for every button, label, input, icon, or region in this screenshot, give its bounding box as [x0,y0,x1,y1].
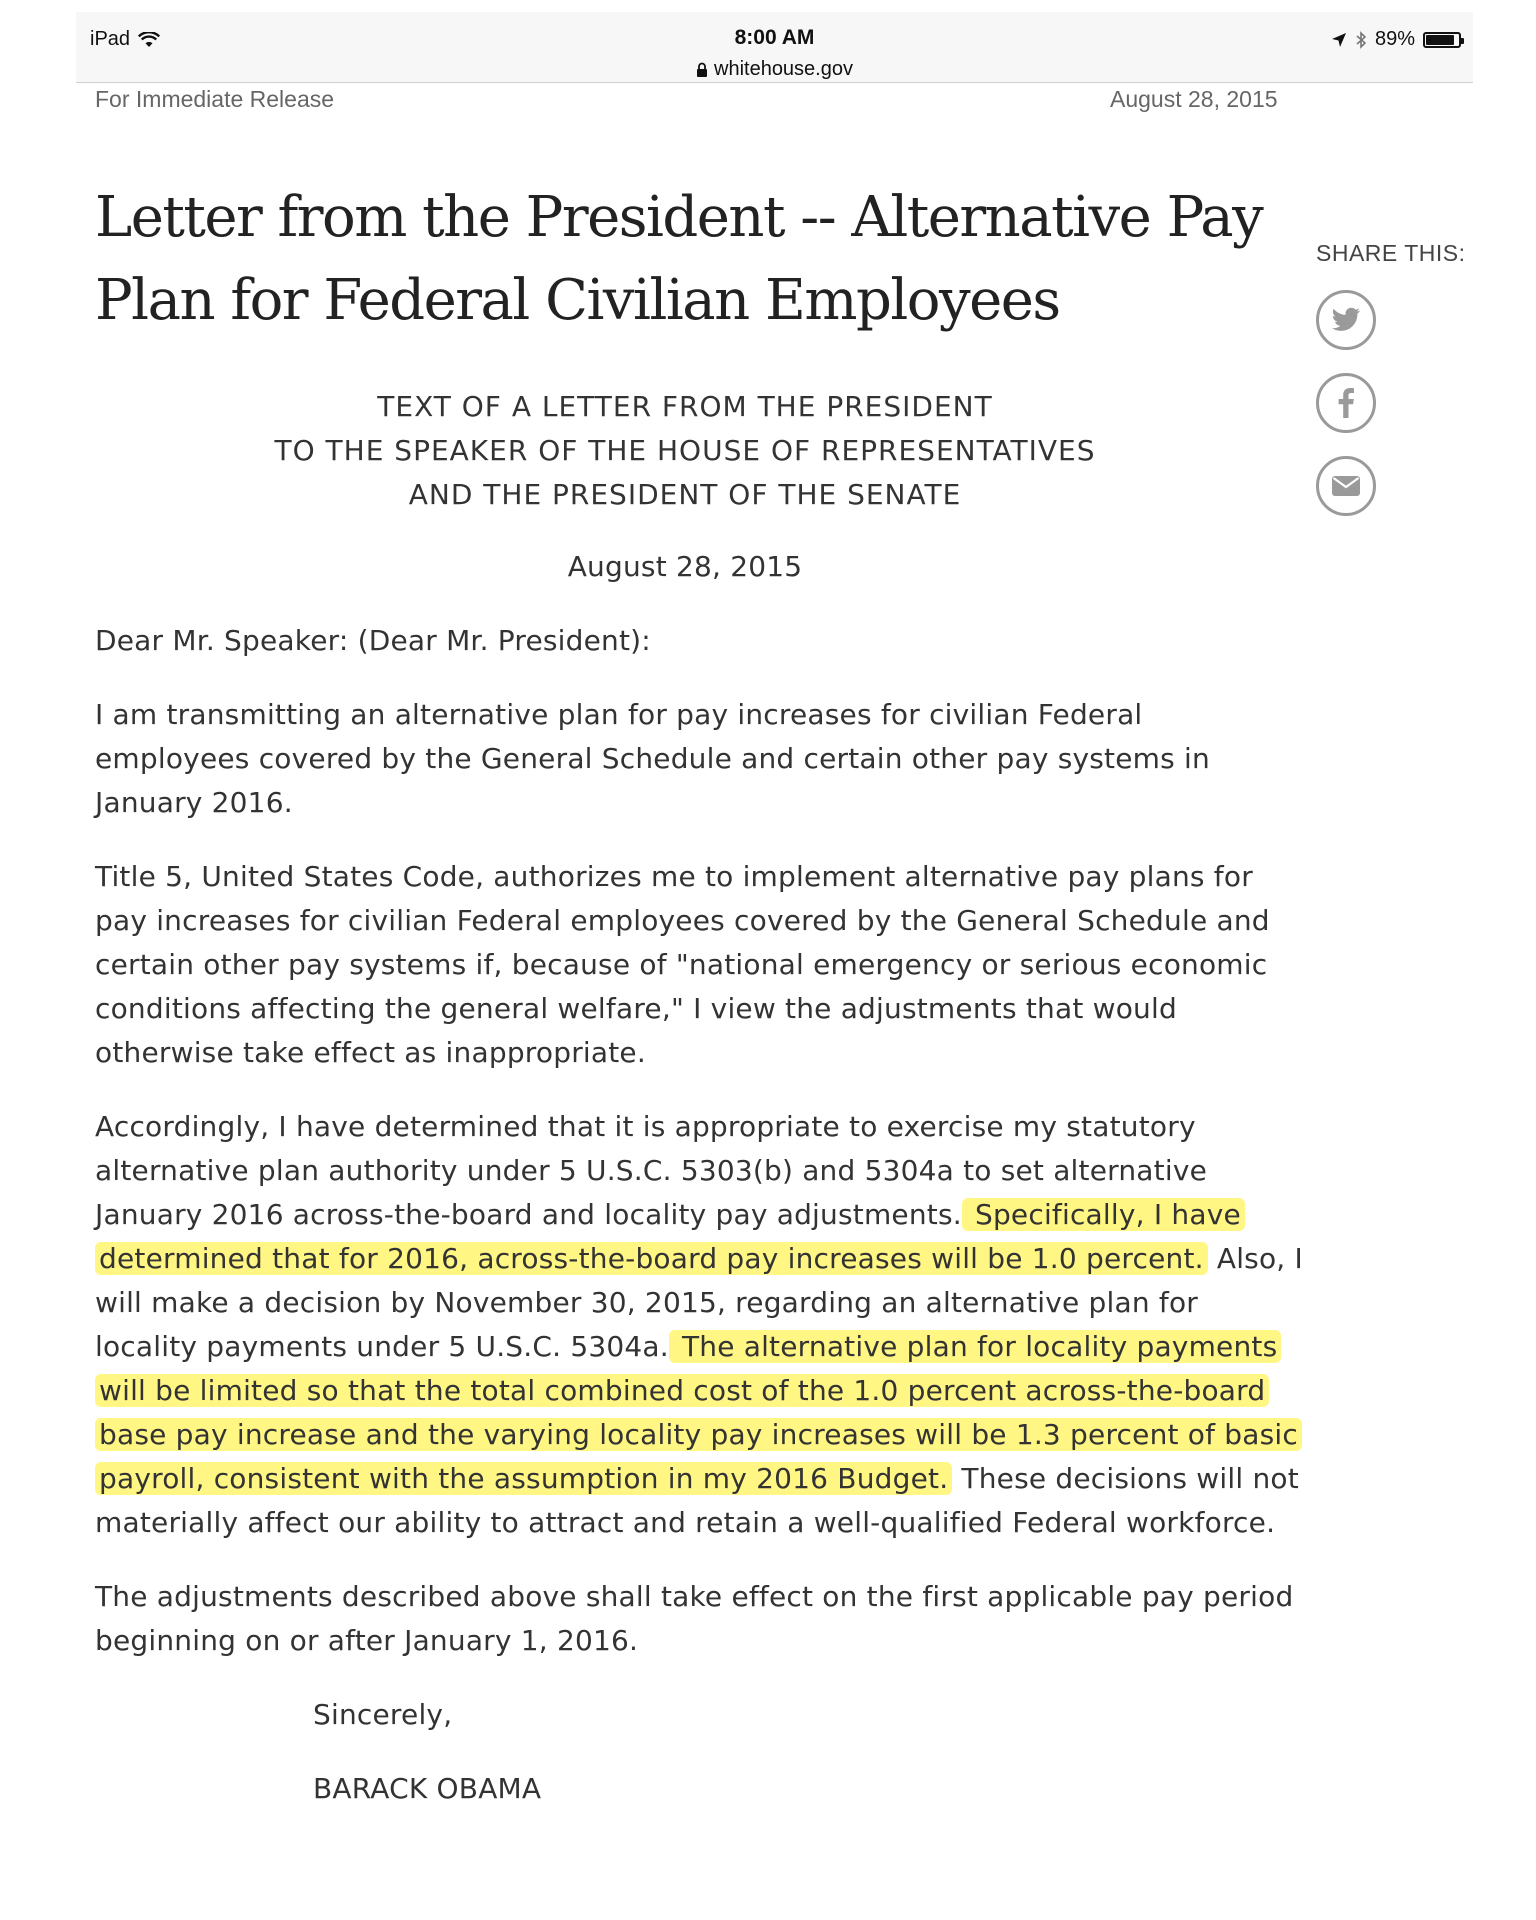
paragraph-3-text: Also, I will make a decision by November 30, 2015, regarding an alternative plan for locality payments under 5 U.S.C. 5304a. [95,1242,1303,1363]
intro-line: TO THE SPEAKER OF THE HOUSE OF REPRESENTATIVES [274,434,1096,467]
paragraph-3-text: These decisions will not materially affect our ability to attract and retain a well-qualified Federal workforce. [95,1462,1299,1539]
highlight-1: Specifically, I have determined that for 2016, across-the-board pay increases will be 1.0 percent. [95,1198,1245,1275]
device-name: iPad [90,28,131,50]
paragraph-2: Title 5, United States Code, authorizes me to implement alternative pay plans for pay increases for civilian Federal employees covered by the General Schedule and certain other pay systems if, because of "national emergency or serious economic conditions affecting the general welfare," I view the adjustments that would otherwise take effect as inappropriate. [95,860,1270,1069]
signature: BARACK OBAMA [313,1772,542,1805]
facebook-icon [1338,388,1354,418]
battery-fill [1426,35,1454,45]
location-arrow-icon [1331,32,1347,48]
share-label: SHARE THIS: [1316,240,1466,266]
salutation: Dear Mr. Speaker: (Dear Mr. President): [95,624,651,657]
facebook-share-button[interactable] [1316,373,1376,433]
page-title: Letter from the President -- Alternative Pay Plan for Federal Civilian Employees [95,185,1263,333]
twitter-icon [1331,307,1361,333]
closing: Sincerely, [313,1698,453,1731]
paragraph-3 [95,1105,1305,1545]
letter-body [95,385,1315,1811]
intro-line: AND THE PRESIDENT OF THE SENATE [408,478,962,511]
paragraph-3-text: Accordingly, I have determined that it is appropriate to exercise my statutory alternative plan authority under 5 U.S.C. 5303(b) and 5304a to set alternative January 2016 across-the-board and locality pay adjustments. [95,1110,1208,1231]
intro-line: TEXT OF A LETTER FROM THE PRESIDENT [377,390,993,423]
status-bar [76,12,1473,83]
highlight-2: The alternative plan for locality payments will be limited so that the total combined cost of the 1.0 percent across-the-board base pay increase and the varying locality pay increases will be 1.3 percent of basic payroll, consistent with the assumption in my 2016 Budget. [95,1330,1302,1495]
battery-icon [1423,32,1461,48]
letter-date: August 28, 2015 [567,550,803,583]
email-icon [1332,476,1360,496]
battery-percent: 89% [1374,28,1415,50]
release-date: August 28, 2015 [1110,86,1278,112]
status-right [1331,28,1461,51]
url-text: whitehouse.gov [714,58,853,80]
address-bar[interactable] [76,58,1473,81]
lock-icon [696,62,708,77]
paragraph-4: The adjustments described above shall take effect on the first applicable pay period beginning on or after January 1, 2016. [95,1580,1294,1657]
release-label: For Immediate Release [95,86,335,112]
paragraph-1: I am transmitting an alternative plan for pay increases for civilian Federal employees covered by the General Schedule and certain other pay systems in January 2016. [95,698,1210,819]
letter-intro [95,385,1275,517]
email-share-button[interactable] [1316,456,1376,516]
bluetooth-icon [1355,31,1367,49]
twitter-share-button[interactable] [1316,290,1376,350]
clock: 8:00 AM [734,26,815,49]
